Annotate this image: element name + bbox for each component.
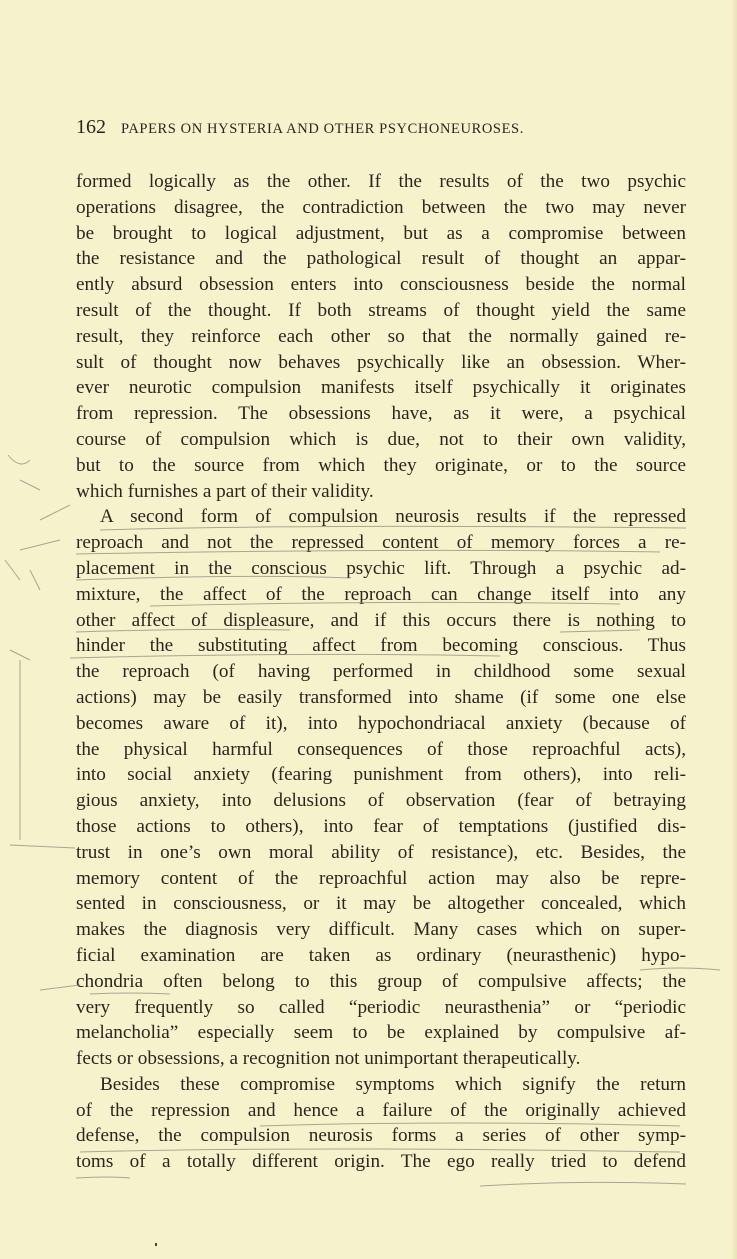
running-head-title: PAPERS ON HYSTERIA AND OTHER PSYCHONEUROSES. xyxy=(121,121,524,137)
text-line: ficial examination are taken as ordinary (neurasthenic) hypo- xyxy=(76,944,686,966)
text-line: hinder the substituting affect from becoming conscious. Thus xyxy=(76,635,686,657)
text-line: placement in the conscious psychic lift. Through a psychic ad- xyxy=(76,557,686,579)
text-line: mixture, the affect of the reproach can change itself into any xyxy=(76,583,686,605)
underline-mark xyxy=(76,1177,130,1178)
text-line: actions) may be easily transformed into shame (if some one else xyxy=(76,686,686,708)
text-line: into social anxiety (fearing punishment from others), into reli- xyxy=(76,764,686,786)
text-line: gious anxiety, into delusions of observation (fear of betraying xyxy=(76,790,686,812)
body-text xyxy=(76,169,686,1175)
page-edge xyxy=(731,0,737,1259)
text-line: melancholia” especially seem to be explained by compulsive af- xyxy=(76,1022,686,1044)
text-line: sented in consciousness, or it may be altogether concealed, which xyxy=(76,893,686,915)
text-line: ently absurd obsession enters into consciousness beside the normal xyxy=(76,274,686,296)
text-line: those actions to others), into fear of temptations (justified dis- xyxy=(76,815,686,837)
text-line: makes the diagnosis very difficult. Many cases which on super- xyxy=(76,919,686,941)
margin-mark xyxy=(40,985,80,990)
text-line: formed logically as the other. If the results of the two psychic xyxy=(76,171,686,192)
text-line: trust in one’s own moral ability of resistance), etc. Besides, the xyxy=(76,841,686,863)
text-line: becomes aware of it), into hypochondriacal anxiety (because of xyxy=(76,712,686,734)
text-line: other affect of displeasure, and if this occurs there is nothing to xyxy=(76,609,686,631)
text-line: the reproach (of having performed in childhood some sexual xyxy=(76,661,686,683)
text-line: memory content of the reproachful action may also be repre- xyxy=(76,867,686,889)
text-line: but to the source from which they originate, or to the source xyxy=(76,454,686,476)
running-header xyxy=(76,116,676,140)
text-line: A second form of compulsion neurosis results if the repressed xyxy=(100,506,686,528)
underline-mark xyxy=(480,1182,686,1186)
margin-mark xyxy=(5,455,70,590)
text-line: of the repression and hence a failure of the originally achieved xyxy=(76,1099,686,1121)
text-line: from repression. The obsessions have, as it were, a psychical xyxy=(76,403,686,425)
text-line: sult of thought now behaves psychically like an obsession. Wher- xyxy=(76,351,686,373)
text-line: operations disagree, the contradiction between the two may never xyxy=(76,196,686,218)
page-number: 162 xyxy=(76,116,106,138)
print-speck xyxy=(155,1243,157,1246)
text-line: defense, the compulsion neurosis forms a series of other symp- xyxy=(76,1125,686,1147)
margin-bracket xyxy=(10,650,75,848)
text-line: chondria often belong to this group of compulsive affects; the xyxy=(76,970,686,992)
text-line: the physical harmful consequences of those reproachful acts), xyxy=(76,738,686,760)
text-line: very frequently so called “periodic neurasthenia” or “periodic xyxy=(76,996,686,1018)
text-line: which furnishes a part of their validity. xyxy=(76,480,374,502)
text-line: toms of a totally different origin. The ego really tried to defend xyxy=(76,1151,686,1173)
text-line: result, they reinforce each other so that the normally gained re- xyxy=(76,325,686,347)
text-line: fects or obsessions, a recognition not unimportant therapeutically. xyxy=(76,1048,581,1070)
text-line: reproach and not the repressed content of memory forces a re- xyxy=(76,532,686,554)
text-line: result of the thought. If both streams of thought yield the same xyxy=(76,299,686,321)
text-line: course of compulsion which is due, not to their own validity, xyxy=(76,428,686,450)
text-line: ever neurotic compulsion manifests itself psychically it originates xyxy=(76,377,686,399)
text-line: Besides these compromise symptoms which signify the return xyxy=(100,1073,686,1095)
text-line: the resistance and the pathological result of thought an appar- xyxy=(76,248,686,270)
text-line: be brought to logical adjustment, but as a compromise between xyxy=(76,222,686,244)
